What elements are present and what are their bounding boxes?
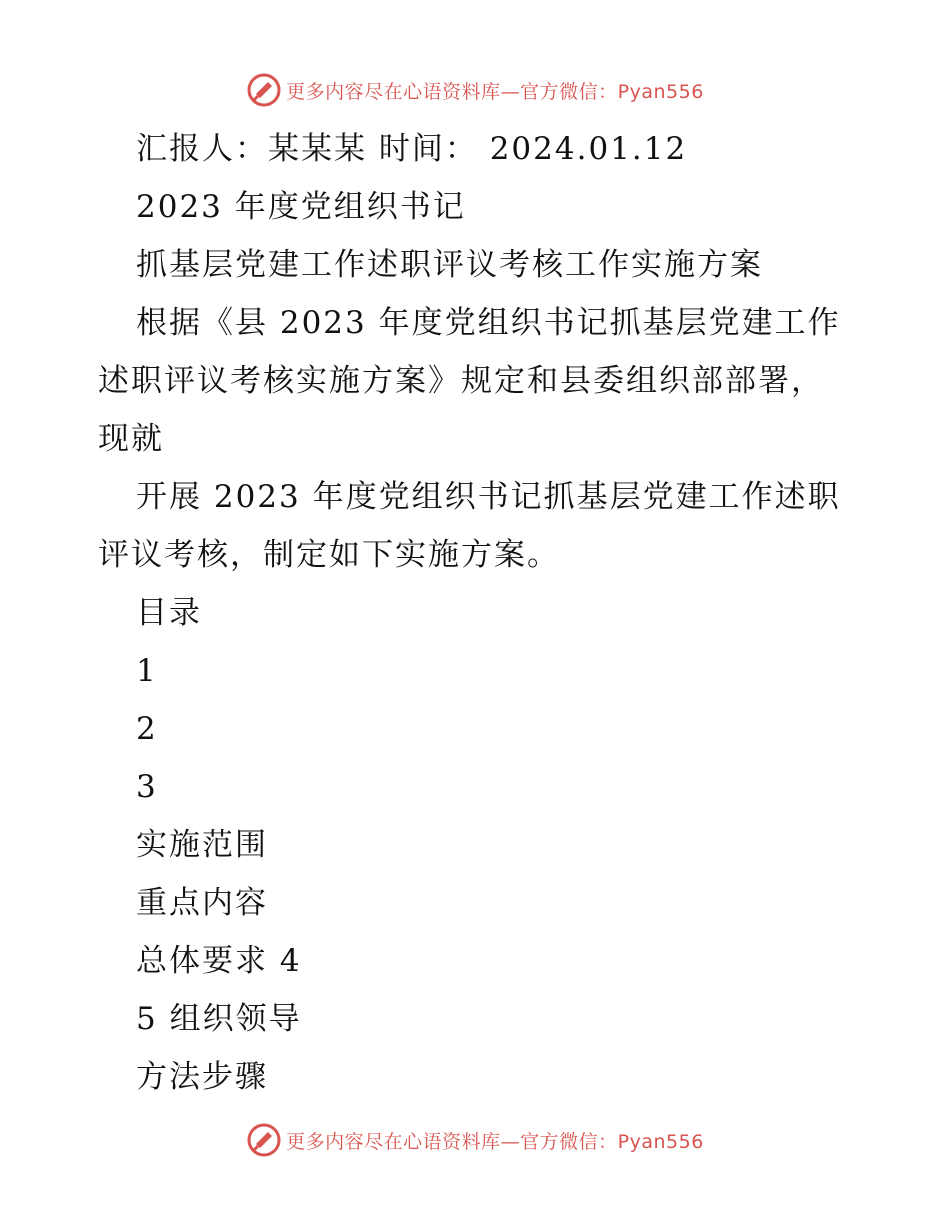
toc-item: 重点内容 [136,885,268,921]
text-line: 抓基层党建工作述职评议考核工作实施方案 [136,247,763,283]
toc-item: 方法步骤 [136,1059,268,1095]
toc-item: 5 组织领导 [136,1001,302,1037]
text-line: 评议考核，制定如下实施方案。 [98,537,560,573]
logo-icon [246,1122,282,1158]
text-line: 述职评议考核实施方案》规定和县委组织部部署， [98,363,824,399]
watermark-banner-top [0,70,950,110]
watermark-banner-bottom [0,1120,950,1160]
watermark-text [286,77,704,104]
watermark-label: 更多内容尽在心语资料库—官方微信： [286,80,618,103]
toc-item: 1 [136,653,158,689]
text-line: 开展 2023 年度党组织书记抓基层党建工作述职 [136,479,841,515]
text-line: 根据《县 2023 年度党组织书记抓基层党建工作 [136,305,841,341]
watermark-wechat-id: Pyan556 [617,1130,704,1153]
text-line: 汇报人：某某某 时间： 2024.01.12 [136,131,688,167]
document-body [98,120,858,1106]
text-line: 2023 年度党组织书记 [136,189,466,225]
logo-icon [246,72,282,108]
toc-heading: 目录 [136,595,202,631]
toc-item: 总体要求 4 [136,943,302,979]
toc-item: 实施范围 [136,827,268,863]
watermark-label: 更多内容尽在心语资料库—官方微信： [286,1130,618,1153]
watermark-wechat-id: Pyan556 [617,80,704,103]
watermark-text [286,1127,704,1154]
toc-item: 2 [136,711,158,747]
text-line: 现就 [98,421,164,457]
toc-item: 3 [136,769,158,805]
